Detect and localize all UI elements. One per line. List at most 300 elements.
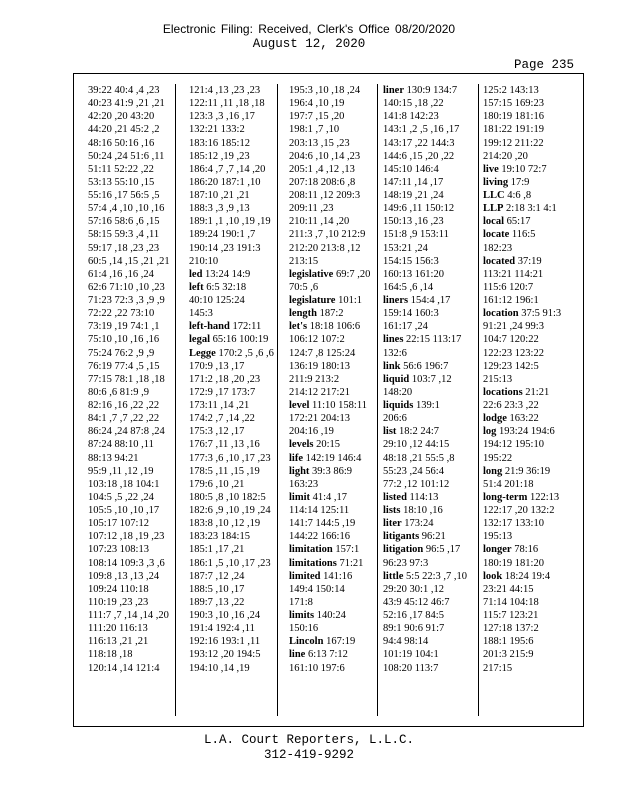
index-references: 51:4 201:18 bbox=[483, 478, 534, 490]
index-references: 120:14 ,14 121:4 bbox=[88, 662, 160, 674]
index-references: 195:3 ,10 ,18 ,24 bbox=[289, 85, 361, 96]
index-headword: live bbox=[483, 163, 499, 175]
index-entry bbox=[88, 150, 185, 163]
index-references: 96:21 bbox=[419, 531, 446, 543]
index-entry bbox=[289, 137, 386, 150]
index-references: 143:17 ,22 144:3 bbox=[383, 137, 455, 149]
index-entry bbox=[289, 320, 386, 333]
index-headword: let's bbox=[289, 321, 308, 333]
index-references: 145:10 146:4 bbox=[383, 163, 439, 175]
index-headword: limit bbox=[289, 491, 310, 503]
index-references: 148:20 bbox=[383, 386, 413, 398]
index-entry bbox=[189, 110, 286, 123]
index-references: 108:14 109:3 ,3 ,6 bbox=[88, 557, 165, 569]
index-references: 2:18 3:1 4:1 bbox=[503, 203, 557, 215]
index-entry bbox=[383, 465, 480, 478]
index-headword: LLP bbox=[483, 203, 504, 215]
index-references: 104:5 ,5 ,22 ,24 bbox=[88, 491, 154, 503]
index-entry bbox=[383, 320, 480, 333]
index-entry bbox=[289, 557, 386, 570]
index-entry bbox=[483, 360, 580, 373]
index-headword: length bbox=[289, 308, 318, 320]
index-entry bbox=[383, 662, 480, 675]
index-entry bbox=[88, 97, 185, 110]
index-references: 157:1 bbox=[332, 544, 360, 556]
index-references: 151:8 ,9 153:11 bbox=[383, 229, 449, 241]
index-entry bbox=[189, 648, 286, 661]
index-references: 139:1 bbox=[413, 400, 440, 411]
index-references: 105:17 107:12 bbox=[88, 518, 149, 530]
index-references: 53:13 55:10 ,15 bbox=[88, 176, 155, 188]
index-entry bbox=[383, 491, 480, 504]
index-entry bbox=[383, 228, 480, 241]
index-entry bbox=[289, 110, 386, 123]
index-entry bbox=[383, 635, 480, 648]
index-entry bbox=[289, 281, 386, 294]
index-references: 95:9 ,11 ,12 ,19 bbox=[88, 465, 154, 477]
index-headword: liquids bbox=[383, 400, 414, 411]
index-references: 209:11 ,23 bbox=[289, 203, 334, 215]
index-references: 201:3 215:9 bbox=[483, 649, 534, 661]
index-headword: levels bbox=[289, 439, 314, 451]
index-entry bbox=[189, 137, 286, 150]
index-headword: limited bbox=[289, 570, 321, 582]
index-references: 121:4 ,13 ,23 ,23 bbox=[189, 85, 261, 96]
index-entry bbox=[483, 307, 580, 320]
index-headword: level bbox=[289, 400, 310, 411]
index-references: 75:10 ,10 ,16 ,16 bbox=[88, 334, 160, 346]
index-entry bbox=[483, 399, 580, 412]
index-references: 115:7 123:21 bbox=[483, 610, 539, 621]
index-references: 107:12 ,18 ,19 ,23 bbox=[88, 531, 165, 543]
index-references: 203:13 ,15 ,23 bbox=[289, 137, 350, 149]
index-headword: local bbox=[483, 216, 504, 228]
index-references: 183:23 184:15 bbox=[189, 531, 250, 543]
index-entry bbox=[383, 360, 480, 373]
index-entry bbox=[289, 176, 386, 189]
index-references: 150:16 bbox=[289, 623, 319, 635]
index-references: 71:14 104:18 bbox=[483, 596, 539, 608]
index-references: 107:23 108:13 bbox=[88, 544, 149, 556]
index-references: 160:13 161:20 bbox=[383, 268, 444, 280]
index-entry bbox=[88, 281, 185, 294]
index-references: 161:17 ,24 bbox=[383, 321, 428, 333]
index-entry bbox=[189, 281, 286, 294]
index-references: 22:6 23:3 ,22 bbox=[483, 400, 539, 411]
index-references: 109:8 ,13 ,13 ,24 bbox=[88, 570, 160, 582]
index-references: 172:11 bbox=[229, 321, 262, 333]
index-entry bbox=[189, 176, 286, 189]
index-entry bbox=[483, 557, 580, 570]
index-entry bbox=[189, 150, 286, 163]
index-references: 37:19 bbox=[515, 255, 542, 267]
index-entry bbox=[88, 609, 185, 622]
index-entry bbox=[483, 242, 580, 255]
index-references: 189:1 ,1 ,10 ,19 ,19 bbox=[189, 216, 271, 228]
index-entry bbox=[88, 491, 185, 504]
index-headword: light bbox=[289, 465, 310, 477]
index-references: 21:9 36:19 bbox=[502, 465, 551, 477]
index-entry bbox=[383, 438, 480, 451]
index-references: 217:15 bbox=[483, 662, 513, 674]
index-references: 159:14 160:3 bbox=[383, 308, 439, 320]
index-entry bbox=[383, 648, 480, 661]
index-references: 114:13 bbox=[406, 491, 439, 503]
index-references: 180:19 181:20 bbox=[483, 557, 544, 569]
index-headword: limitation bbox=[289, 544, 333, 556]
index-headword: left-hand bbox=[189, 321, 230, 333]
index-headword: lines bbox=[383, 334, 404, 346]
index-references: 211:9 213:2 bbox=[289, 373, 340, 385]
index-headword: longer bbox=[483, 544, 512, 556]
index-references: 182:23 bbox=[483, 242, 513, 254]
index-references: 59:17 ,18 ,23 ,23 bbox=[88, 242, 160, 254]
index-references: 142:19 146:4 bbox=[303, 452, 362, 464]
index-references: 18:24 19:4 bbox=[502, 570, 551, 582]
index-headword: listed bbox=[383, 491, 407, 503]
index-entry bbox=[189, 570, 286, 583]
index-entry bbox=[88, 452, 185, 465]
index-headword: LLC bbox=[483, 190, 505, 201]
index-entry bbox=[383, 399, 480, 412]
index-headword: located bbox=[483, 255, 516, 267]
index-references: 124:7 ,8 125:24 bbox=[289, 347, 356, 359]
index-references: 144:6 ,15 ,20 ,22 bbox=[383, 150, 455, 162]
index-column-5 bbox=[483, 84, 580, 675]
index-references: 40:23 41:9 ,21 ,21 bbox=[88, 98, 165, 110]
index-entry bbox=[483, 294, 580, 307]
index-entry bbox=[289, 517, 386, 530]
index-entry bbox=[383, 333, 480, 346]
index-references: 77:15 78:1 ,18 ,18 bbox=[88, 373, 165, 385]
index-headword: little bbox=[383, 570, 404, 582]
index-references: 148:19 ,21 ,24 bbox=[383, 190, 444, 201]
index-references: 163:22 bbox=[506, 413, 539, 425]
index-entry bbox=[88, 543, 185, 556]
index-entry bbox=[383, 570, 480, 583]
index-entry bbox=[289, 360, 386, 373]
index-references: 196:4 ,10 ,19 bbox=[289, 98, 345, 110]
index-references: 84:1 ,7 ,7 ,22 ,22 bbox=[88, 413, 160, 425]
index-entry bbox=[383, 596, 480, 609]
index-entry bbox=[483, 176, 580, 189]
index-references: 211:3 ,7 ,10 212:9 bbox=[289, 229, 366, 241]
index-references: 187:10 ,21 ,21 bbox=[189, 190, 250, 201]
index-entry bbox=[289, 255, 386, 268]
index-entry bbox=[289, 386, 386, 399]
index-references: 198:1 ,7 ,10 bbox=[289, 124, 340, 136]
index-entry bbox=[88, 583, 185, 596]
index-entry bbox=[88, 373, 185, 386]
index-references: 116:13 ,21 ,21 bbox=[88, 636, 149, 648]
index-references: 140:15 ,18 ,22 bbox=[383, 98, 444, 110]
index-entry bbox=[189, 478, 286, 491]
index-references: 55:23 ,24 56:4 bbox=[383, 465, 444, 477]
index-references: 105:5 ,10 ,10 ,17 bbox=[88, 505, 160, 516]
index-column-1 bbox=[88, 84, 185, 675]
index-references: 210:10 bbox=[189, 255, 219, 267]
index-entry bbox=[289, 465, 386, 478]
index-references: 125:2 143:13 bbox=[483, 85, 539, 96]
index-references: 13:24 14:9 bbox=[202, 268, 251, 280]
index-references: 141:8 142:23 bbox=[383, 111, 439, 123]
index-entry bbox=[483, 570, 580, 583]
index-entry bbox=[383, 307, 480, 320]
index-references: 154:15 156:3 bbox=[383, 255, 439, 267]
index-entry bbox=[289, 662, 386, 675]
index-references: 164:5 ,6 ,14 bbox=[383, 281, 434, 293]
index-headword: link bbox=[383, 360, 401, 372]
index-references: 86:24 ,24 87:8 ,24 bbox=[88, 426, 165, 438]
index-references: 11:10 158:11 bbox=[309, 400, 367, 411]
reporter-company: L.A. Court Reporters, L.L.C. bbox=[203, 733, 415, 747]
index-entry bbox=[189, 202, 286, 215]
index-headword: lists bbox=[383, 505, 401, 516]
index-headword: life bbox=[289, 452, 303, 464]
index-entry bbox=[483, 543, 580, 556]
index-references: 204:16 ,19 bbox=[289, 426, 334, 438]
index-entry bbox=[383, 189, 480, 202]
index-headword: Legge bbox=[189, 347, 216, 359]
index-entry bbox=[88, 228, 185, 241]
index-references: 62:6 71:10 ,10 ,23 bbox=[88, 281, 165, 293]
index-headword: Lincoln bbox=[289, 636, 324, 648]
index-entry bbox=[289, 504, 386, 517]
index-references: 65:16 100:19 bbox=[210, 334, 269, 346]
index-entry bbox=[189, 583, 286, 596]
index-references: 187:2 bbox=[317, 308, 344, 320]
index-references: 22:15 113:17 bbox=[403, 334, 462, 346]
index-references: 189:7 ,13 ,22 bbox=[189, 596, 245, 608]
index-entry bbox=[189, 425, 286, 438]
index-entry bbox=[289, 491, 386, 504]
index-entry bbox=[383, 294, 480, 307]
index-references: 122:17 ,20 132:2 bbox=[483, 505, 555, 516]
index-entry bbox=[483, 84, 580, 97]
index-entry bbox=[483, 150, 580, 163]
index-references: 23:21 44:15 bbox=[483, 583, 534, 595]
index-references: 189:24 190:1 ,7 bbox=[189, 229, 256, 241]
index-headword: look bbox=[483, 570, 503, 582]
index-references: 122:11 ,11 ,18 ,18 bbox=[189, 98, 265, 110]
index-references: 71:23 72:3 ,3 ,9 ,9 bbox=[88, 295, 165, 306]
index-entry bbox=[289, 307, 386, 320]
index-references: 188:1 195:6 bbox=[483, 636, 534, 648]
column-divider bbox=[377, 84, 378, 716]
index-entry bbox=[88, 425, 185, 438]
index-entry bbox=[88, 123, 185, 136]
index-entry bbox=[483, 202, 580, 215]
index-entry bbox=[383, 557, 480, 570]
index-references: 57:4 ,4 ,10 ,10 ,16 bbox=[88, 203, 165, 215]
index-entry bbox=[88, 294, 185, 307]
index-references: 143:1 ,2 ,5 ,16 ,17 bbox=[383, 124, 460, 136]
index-headword: liquid bbox=[383, 373, 410, 385]
index-entry bbox=[289, 412, 386, 425]
index-references: 41:4 ,17 bbox=[310, 491, 348, 503]
index-references: 96:23 97:3 bbox=[383, 557, 429, 569]
index-entry bbox=[189, 386, 286, 399]
index-entry bbox=[189, 373, 286, 386]
index-references: 89:1 90:6 91:7 bbox=[383, 623, 445, 635]
index-headword: legislative bbox=[289, 268, 334, 280]
index-references: 82:16 ,16 ,22 ,22 bbox=[88, 400, 160, 411]
index-headword: locate bbox=[483, 229, 510, 241]
index-entry bbox=[189, 333, 286, 346]
reporter-phone: 312-419-9292 bbox=[263, 748, 354, 762]
index-references: 109:24 110:18 bbox=[88, 583, 149, 595]
index-headword: limits bbox=[289, 610, 315, 621]
index-references: 140:24 bbox=[314, 610, 346, 621]
column-divider bbox=[175, 84, 176, 716]
index-references: 80:6 ,6 81:9 ,9 bbox=[88, 386, 149, 398]
index-references: 43:9 45:12 46:7 bbox=[383, 596, 450, 608]
index-references: 77:2 ,12 101:12 bbox=[383, 478, 450, 490]
index-entry bbox=[189, 189, 286, 202]
index-references: 141:16 bbox=[320, 570, 353, 582]
index-headword: liter bbox=[383, 518, 402, 530]
index-entry bbox=[189, 242, 286, 255]
index-references: 69:7 ,20 bbox=[333, 268, 371, 280]
index-references: 91:21 ,24 99:3 bbox=[483, 321, 544, 333]
index-references: 103:7 ,12 bbox=[409, 373, 452, 385]
index-entry bbox=[189, 438, 286, 451]
index-references: 115:6 120:7 bbox=[483, 281, 534, 293]
index-references: 88:13 94:21 bbox=[88, 452, 139, 464]
index-references: 177:3 ,6 ,10 ,17 ,23 bbox=[189, 452, 271, 464]
index-entry bbox=[289, 399, 386, 412]
index-entry bbox=[483, 268, 580, 281]
index-entry bbox=[189, 228, 286, 241]
index-entry bbox=[383, 452, 480, 465]
index-entry bbox=[289, 333, 386, 346]
index-references: 170:2 ,5 ,6 ,6 bbox=[215, 347, 274, 359]
index-entry bbox=[189, 97, 286, 110]
index-entry bbox=[88, 163, 185, 176]
index-references: 130:9 134:7 bbox=[404, 85, 458, 96]
index-references: 5:5 22:3 ,7 ,10 bbox=[403, 570, 467, 582]
index-references: 172:21 204:13 bbox=[289, 413, 350, 425]
index-entry bbox=[383, 504, 480, 517]
index-headword: long-term bbox=[483, 491, 528, 503]
index-entry bbox=[383, 386, 480, 399]
index-references: 174:2 ,7 ,14 ,22 bbox=[189, 413, 255, 425]
index-references: 179:6 ,10 ,21 bbox=[189, 478, 245, 490]
index-headword: line bbox=[289, 649, 306, 661]
index-entry bbox=[483, 255, 580, 268]
index-references: 60:5 ,14 ,15 ,21 ,21 bbox=[88, 255, 170, 267]
index-references: 56:6 196:7 bbox=[400, 360, 449, 372]
index-references: 171:2 ,18 ,20 ,23 bbox=[189, 373, 261, 385]
index-entry bbox=[189, 255, 286, 268]
index-entry bbox=[383, 622, 480, 635]
index-entry bbox=[483, 438, 580, 451]
index-references: 186:4 ,7 ,7 ,14 ,20 bbox=[189, 163, 266, 175]
index-headword: long bbox=[483, 465, 503, 477]
index-entry bbox=[383, 123, 480, 136]
index-references: 215:13 bbox=[483, 373, 513, 385]
index-column-2 bbox=[189, 84, 286, 675]
index-entry bbox=[383, 478, 480, 491]
index-entry bbox=[483, 530, 580, 543]
index-references: 173:11 ,14 ,21 bbox=[189, 400, 250, 411]
index-references: 110:19 ,23 ,23 bbox=[88, 596, 149, 608]
index-entry bbox=[189, 215, 286, 228]
index-headword: led bbox=[189, 268, 203, 280]
index-references: 29:20 30:1 ,12 bbox=[383, 583, 444, 595]
index-entry bbox=[189, 543, 286, 556]
index-references: 154:4 ,17 bbox=[408, 295, 451, 306]
index-references: 96:5 ,17 bbox=[423, 544, 461, 556]
index-entry bbox=[383, 97, 480, 110]
index-entry bbox=[88, 557, 185, 570]
index-references: 18:10 ,16 bbox=[400, 505, 443, 516]
index-references: 58:15 59:3 ,4 ,11 bbox=[88, 229, 160, 241]
index-entry bbox=[88, 320, 185, 333]
index-references: 149:6 ,11 150:12 bbox=[383, 203, 455, 215]
index-entry bbox=[483, 189, 580, 202]
index-entry bbox=[483, 123, 580, 136]
index-references: 39:22 40:4 ,4 ,23 bbox=[88, 85, 160, 96]
index-entry bbox=[189, 557, 286, 570]
index-entry bbox=[289, 425, 386, 438]
index-references: 114:14 125:11 bbox=[289, 505, 350, 516]
index-entry bbox=[88, 399, 185, 412]
index-references: 153:21 ,24 bbox=[383, 242, 428, 254]
index-entry bbox=[88, 412, 185, 425]
index-references: 167:19 bbox=[323, 636, 356, 648]
index-entry bbox=[483, 517, 580, 530]
index-entry bbox=[289, 635, 386, 648]
index-entry bbox=[383, 202, 480, 215]
index-entry bbox=[189, 163, 286, 176]
index-entry bbox=[88, 386, 185, 399]
index-references: 111:20 116:13 bbox=[88, 623, 148, 635]
index-entry bbox=[289, 609, 386, 622]
index-entry bbox=[189, 452, 286, 465]
index-entry bbox=[289, 163, 386, 176]
index-references: 205:1 ,4 ,12 ,13 bbox=[289, 163, 355, 175]
index-entry bbox=[483, 504, 580, 517]
index-entry bbox=[88, 570, 185, 583]
index-headword: log bbox=[483, 426, 497, 438]
index-references: 163:23 bbox=[289, 478, 319, 490]
index-entry bbox=[289, 596, 386, 609]
index-references: 191:4 192:4 ,11 bbox=[189, 623, 255, 635]
index-entry bbox=[383, 163, 480, 176]
index-references: 183:16 185:12 bbox=[189, 137, 250, 149]
index-headword: location bbox=[483, 308, 519, 320]
index-entry bbox=[189, 662, 286, 675]
index-references: 214:20 ,20 bbox=[483, 150, 528, 162]
index-references: 186:20 187:1 ,10 bbox=[189, 176, 261, 188]
index-entry bbox=[88, 635, 185, 648]
index-entry bbox=[483, 583, 580, 596]
index-entry bbox=[483, 386, 580, 399]
index-entry bbox=[383, 255, 480, 268]
index-entry bbox=[483, 347, 580, 360]
index-entry bbox=[189, 530, 286, 543]
index-entry bbox=[383, 150, 480, 163]
index-entry bbox=[483, 163, 580, 176]
index-entry bbox=[289, 97, 386, 110]
index-entry bbox=[289, 583, 386, 596]
index-references: 18:18 106:6 bbox=[307, 321, 361, 333]
index-entry bbox=[383, 425, 480, 438]
index-entry bbox=[88, 307, 185, 320]
index-column-4 bbox=[383, 84, 480, 675]
index-headword: liner bbox=[383, 85, 404, 96]
